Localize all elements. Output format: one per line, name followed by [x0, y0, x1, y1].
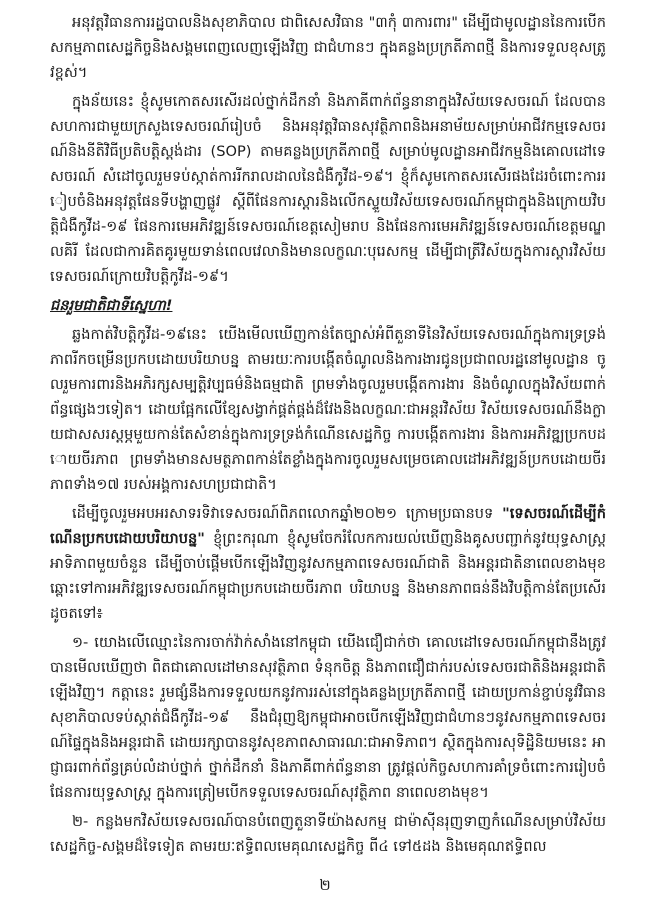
paragraph-4-rest: ខ្ញុំព្រះករុណា ខ្ញុំសូមចែករំលែកការយល់ឃើញនិងគូសបញ្ជាក់នូវយុទ្ធសាស្ត្រអាទិភាពមួយចំនួន ដើម្បីចាប់ផ្តើមបើកឡើងវិញនូវសកម្មភាពទេសចរណ៍ជាតិ និងអន្តរជាតិនាពេលខាងមុខ ឆ្ពោះទៅការអភិវឌ្ឍទេសចរណ៍កម្ពុជាប្រកបដោយចីរភាព បរិយាបន្ន និងមានភាពធន់នឹងវិបត្តិកាន់តែប្រសើរដូចតទៅ៖: [50, 530, 606, 622]
paragraph-2: ក្នុងន័យនេះ ខ្ញុំសូមកោតសរសើរដល់ថ្នាក់ដឹកនាំ និងភាគីពាក់ព័ន្ធនានាក្នុងវិស័យទេសចរណ៍ ដែលបានសហការជាមួយក្រសួងទេសចរណ៍រៀបចំ និងអនុវត្តវិធានសុវត្ថិភាពនិងអនាម័យសម្រាប់អាជីវកម្មទេសចរណ៍និងនីតិវិធីប្រតិបត្តិស្តង់ដារ (SOP) តាមគន្លងប្រក្រតីភាពថ្មី សម្រាប់មូលដ្ឋានអាជីវកម្មនិងគោលដៅទេសចរណ៍ សំដៅចូលរួមទប់ស្កាត់ការរីករាលដាលនៃជំងឺកូវីដ-១៩។ ខ្ញុំក៏សូមកោតសរសើរផងដែរចំពោះការរៀបចំនិងអនុវត្តផែនទីបង្ហាញផ្លូវ ស្តីពីផែនការស្តារនិងលើកស្ទួយវិស័យទេសចរណ៍កម្ពុជាក្នុងនិងក្រោយវិបត្តិជំងឺកូវីដ-១៩ ផែនការមេអភិវឌ្ឍន៍ទេសចរណ៍ខេត្តសៀមរាប និងផែនការមេអភិវឌ្ឍន៍ទេសចរណ៍ខេត្តមណ្ឌលគិរី ដែលជាការគិតគូរមួយទាន់ពេលវេលានិងមានលក្ខណៈបុរេសកម្ម ដើម្បីជាត្រីវិស័យក្នុងការស្តារវិស័យទេសចរណ៍ក្រោយវិបត្តិកូវីដ-១៩។: [50, 93, 606, 285]
paragraph-6: ២- កន្លងមកវិស័យទេសចរណ៍បានបំពេញតួនាទីយ៉ាងសកម្ម ជាម៉ាស៊ីនរុញទាញកំណើនសម្រាប់វិស័យសេដ្ឋកិច្ច-សង្គមដ៏ទៃទៀត តាមរយៈឥទ្ធិពលមេគុណសេដ្ឋកិច្ច ពី៤ ទៅ៥ដង និងមេគុណឥទ្ធិពល: [50, 813, 606, 855]
paragraph-4-lead: ដើម្បីចូលរួមអបអរសាទរទិវាទេសចរណ៍ពិភពលោកឆ្នាំ២០២១ ក្រោមប្រធានបទ: [72, 505, 503, 522]
paragraph-3: ឆ្លងកាត់វិបត្តិកូវីដ-១៩នេះ យើងមើលឃើញកាន់តែច្បាស់អំពីតួនាទីនៃវិស័យទេសចរណ៍ក្នុងការទ្រទ្រង់ភាពរីកចម្រើនប្រកបដោយបរិយាបន្ន តាមរយៈការបង្កើតចំណូលនិងការងារជូនប្រជាពលរដ្ឋនៅមូលដ្ឋាន ចូលរួមការពារនិងអភិរក្សសម្បត្តិវប្បធម៌និងធម្មជាតិ ព្រមទាំងចូលរួមបង្កើតការងារ និងចំណូលក្នុងវិស័យពាក់ព័ន្ធផ្សេងៗទៀត។ ដោយផ្អែកលើខ្សែសង្វាក់ផ្គត់ផ្គង់ដ៏វែងនិងលក្ខណៈជាអន្តរវិស័យ វិស័យទេសចរណ៍នឹងក្លាយជាសសរស្តម្ភមួយកាន់តែសំខាន់ក្នុងការទ្រទ្រង់កំណើនសេដ្ឋកិច្ច ការបង្កើតការងារ និងការអភិវឌ្ឍប្រកបដោយចីរភាព ព្រមទាំងមានសមត្ថភាពកាន់តែខ្លាំងក្នុងការចូលរួមសម្រេចគោលដៅអភិវឌ្ឍន៍ប្រកបដោយចីរភាពទាំង១៧ របស់អង្គការសហប្រជាជាតិ។: [50, 326, 606, 493]
paragraph-1: អនុវត្តវិធានការរដ្ឋបាលនិងសុខាភិបាល ជាពិសេសវិធាន "៣កុំ ៣ការពារ" ដើម្បីជាមូលដ្ឋាននៃការបើកសកម្មភាពសេដ្ឋកិច្ចនិងសង្គមពេញលេញឡើងវិញ ជាជំហានៗ ក្នុងគន្លងប្រក្រតីភាពថ្មី និងការទទួលខុសត្រូវខ្ពស់។: [50, 14, 606, 81]
paragraph-5: ១- យោងលើឈ្មោះនៃការចាក់វ៉ាក់សាំងនៅកម្ពុជា យើងជឿជាក់ថា គោលដៅទេសចរណ៍កម្ពុជានឹងត្រូវបានមើលឃើញថា ពិតជាគោលដៅមានសុវត្ថិភាព ទំនុកចិត្ត និងភាពជឿជាក់របស់ទេសចរជាតិនិងអន្តរជាតិឡើងវិញ។ កត្តានេះ រួមផ្សំនឹងការទទួលយកនូវការរស់នៅក្នុងគន្លងប្រក្រតីភាពថ្មី ដោយប្រកាន់ខ្ជាប់នូវវិធានសុខាភិបាលទប់ស្កាត់ជំងឺកូវីដ-១៩ នឹងជំរុញឱ្យកម្ពុជាអាចបើកឡើងវិញជាជំហានៗនូវសកម្មភាពទេសចរណ៍ផ្ទៃក្នុងនិងអន្តរជាតិ ដោយរក្សាបាននូវសុខភាពសាធារណៈជាអាទិភាព។ ស្ថិតក្នុងការសុទិដ្ឋិនិយមនេះ អាជ្ញាធរពាក់ព័ន្ធគ្រប់លំដាប់ថ្នាក់ ថ្នាក់ដឹកនាំ និងភាគីពាក់ព័ន្ធនានា ត្រូវផ្តល់កិច្ចសហការគាំទ្រចំពោះការរៀបចំផែនការយុទ្ធសាស្ត្រ ក្នុងការត្រៀមបើកទទួលទេសចរណ៍សុវត្ថិភាព នាពេលខាងមុខ។: [50, 634, 606, 801]
page-number: ២: [319, 876, 331, 894]
section-heading: ជនរួមជាតិជាទីស្នេហា!: [50, 297, 173, 314]
paragraph-4: [50, 501, 606, 626]
theme-title: "ទេសចរណ៍ដើម្បីកំណើនប្រកបដោយបរិយាបន្ន": [50, 505, 606, 547]
